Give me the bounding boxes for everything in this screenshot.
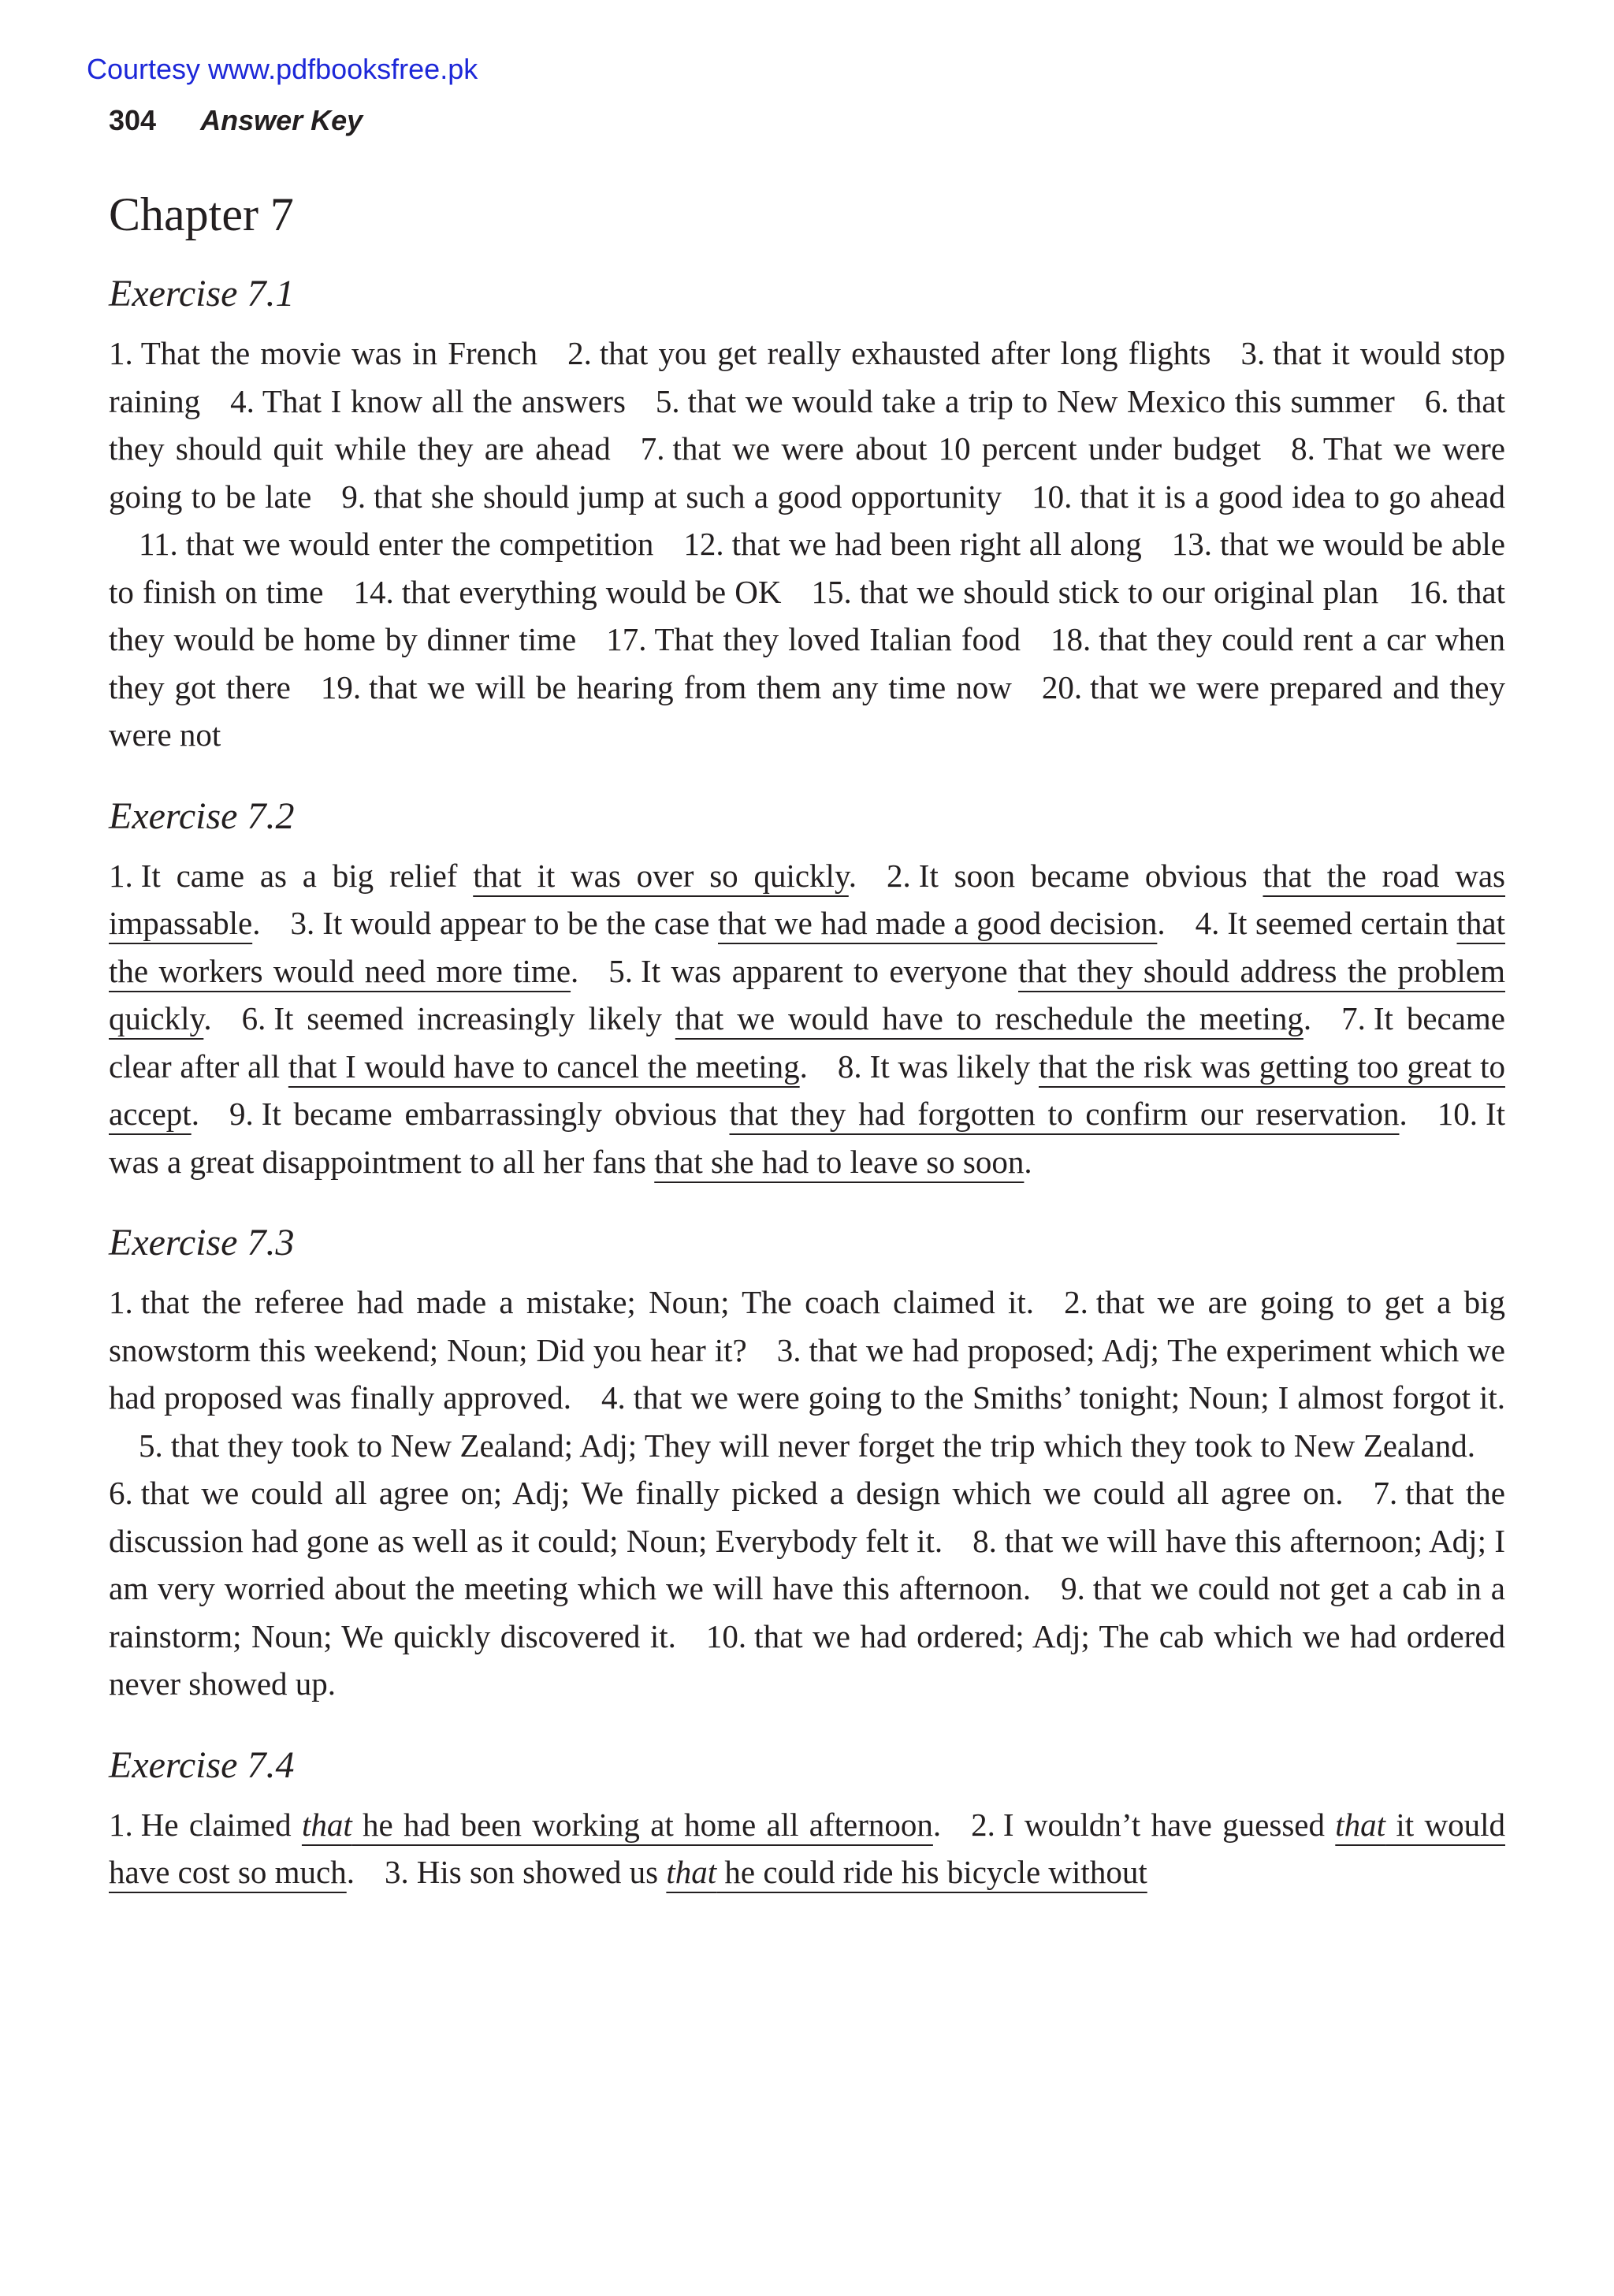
answer-text: It was apparent to everyone xyxy=(641,952,1019,989)
answer-item xyxy=(139,1427,1475,1464)
answer-text: that we had ordered; Adj; The cab which we had ordered never showed up. xyxy=(109,1617,1505,1702)
answer-item xyxy=(109,1807,941,1843)
answer-text: that we will be hearing from them any time now xyxy=(369,668,1012,705)
answer-number: 6. xyxy=(109,1475,133,1511)
answer-text: that they should quit while they are ahead xyxy=(109,382,1505,467)
answer-number: 8. xyxy=(837,1048,862,1085)
answer-number: 10. xyxy=(705,1617,747,1654)
answer-number: 5. xyxy=(655,382,680,419)
page-content xyxy=(109,183,1505,1926)
answer-text: That they loved Italian food xyxy=(654,621,1021,657)
answer-item xyxy=(290,905,1165,941)
answer-text: that we will have this afternoon; Adj; I am very worried about the meeting which we will have this afternoon. xyxy=(109,1522,1505,1606)
answer-clause-text: he had been working at home all afternoon xyxy=(351,1806,933,1843)
answer-text: It would appear to be the case xyxy=(322,905,718,941)
answer-clause: that we would have to reschedule the meeting xyxy=(675,1000,1303,1036)
answer-text: that we were prepared and they were not xyxy=(109,668,1505,753)
answer-item xyxy=(811,574,1378,610)
answer-clause: that she had to leave so soon xyxy=(654,1143,1025,1180)
answer-punct: . xyxy=(191,1096,199,1132)
answer-item xyxy=(683,526,1141,562)
answer-text: that everything would be OK xyxy=(401,573,782,610)
answer-text: that we could all agree on; Adj; We finally picked a design which we could all agree on. xyxy=(140,1475,1344,1511)
answer-text: It became embarrassingly obvious xyxy=(261,1096,730,1132)
exercise-title: Exercise 7.3 xyxy=(109,1222,295,1263)
answer-item xyxy=(1032,478,1505,515)
answer-punct: . xyxy=(932,1806,942,1843)
answer-number: 8. xyxy=(972,1522,997,1559)
answer-number: 2. xyxy=(567,335,592,371)
answer-text: that it would stop raining xyxy=(109,335,1505,419)
answer-number: 5. xyxy=(608,952,634,989)
answer-number: 20. xyxy=(1041,668,1083,705)
answer-item xyxy=(109,1284,1034,1320)
answer-text: that the discussion had gone as well as it could; Noun; Everybody felt it. xyxy=(109,1475,1505,1559)
answer-number: 13. xyxy=(1171,526,1213,562)
answer-text: that we would be able to finish on time xyxy=(109,526,1505,610)
answer-number: 3. xyxy=(1240,335,1266,371)
answer-number: 8. xyxy=(1291,430,1315,467)
exercise-title: Exercise 7.4 xyxy=(109,1743,295,1786)
section-title: Answer Key xyxy=(200,104,363,136)
answer-text: that we would enter the competition xyxy=(185,526,654,562)
answer-punct: . xyxy=(848,857,857,894)
answer-text: that we are going to get a big snowstorm this weekend; Noun; Did you hear it? xyxy=(109,1284,1506,1368)
answer-number: 18. xyxy=(1051,621,1091,657)
exercise-7-4 xyxy=(109,1738,1505,1896)
answer-text: That we were going to be late xyxy=(109,430,1505,515)
answer-text: I wouldn’t have guessed xyxy=(1002,1806,1336,1843)
answer-item xyxy=(139,526,653,562)
answer-text: It seemed increasingly likely xyxy=(273,1000,675,1036)
answer-item xyxy=(341,478,1002,515)
answer-clause: that they should address the problem quickly xyxy=(109,952,1505,1036)
answer-number: 11. xyxy=(139,526,178,562)
answer-number: 2. xyxy=(887,857,911,894)
answer-clause-text: it would have cost so much xyxy=(109,1806,1505,1890)
answer-text: that we had proposed; Adj; The experiment which we had proposed was finally approved. xyxy=(109,1331,1505,1416)
answer-number: 10. xyxy=(1032,478,1073,515)
answer-text: It seemed certain xyxy=(1227,905,1457,941)
answer-text: that we were about 10 percent under budget xyxy=(672,430,1262,467)
answer-item xyxy=(242,1000,1312,1036)
answer-number: 12. xyxy=(683,526,724,562)
answer-text: That I know all the answers xyxy=(262,382,626,419)
exercise-7-1 xyxy=(109,266,1505,759)
courtesy-link[interactable]: Courtesy www.pdfbooksfree.pk xyxy=(87,53,478,85)
answer-text: It came as a big relief xyxy=(140,857,474,894)
answer-list xyxy=(109,852,1505,1186)
answer-number: 2. xyxy=(971,1806,995,1843)
exercise-title: Exercise 7.1 xyxy=(109,273,295,314)
answer-item xyxy=(109,858,857,894)
page-number: 304 xyxy=(109,104,157,136)
answer-text: He claimed xyxy=(140,1806,302,1843)
exercise-title: Exercise 7.2 xyxy=(109,794,295,837)
answer-punct: . xyxy=(1303,1000,1312,1036)
answer-item xyxy=(656,383,1395,419)
answer-number: 7. xyxy=(1341,1000,1366,1036)
answer-number: 3. xyxy=(384,1854,409,1890)
answer-text: that it is a good idea to go ahead xyxy=(1080,478,1506,515)
answer-number: 4. xyxy=(601,1379,626,1416)
answer-clause-text: he could ride his bicycle without xyxy=(716,1854,1147,1890)
answer-number: 19. xyxy=(320,668,362,705)
answer-that: that xyxy=(301,1806,352,1843)
answer-text: that she should jump at such a good opportunity xyxy=(374,478,1002,515)
answer-number: 9. xyxy=(229,1096,254,1132)
answer-clause: that the risk was getting too great to accept xyxy=(109,1048,1505,1132)
answer-item xyxy=(109,1475,1343,1511)
answer-item xyxy=(229,1096,1408,1132)
answer-item xyxy=(641,430,1261,467)
answer-number: 17. xyxy=(606,621,647,657)
answer-text: that we could not get a cab in a rainstorm; Noun; We quickly discovered it. xyxy=(109,1570,1505,1654)
exercise-7-2 xyxy=(109,789,1505,1186)
answer-clause xyxy=(666,1854,1147,1890)
answer-punct: . xyxy=(1399,1096,1408,1132)
answer-clause: that I would have to cancel the meeting xyxy=(288,1048,800,1085)
answer-that: that xyxy=(1335,1806,1386,1843)
answer-number: 1. xyxy=(109,1284,133,1320)
answer-text: that they would be home by dinner time xyxy=(109,573,1505,657)
answer-text: that the referee had made a mistake; Noun; The coach claimed it. xyxy=(140,1284,1035,1320)
answer-that: that xyxy=(666,1854,717,1890)
answer-number: 3. xyxy=(290,905,315,941)
answer-number: 6. xyxy=(241,1000,266,1036)
answer-number: 7. xyxy=(640,430,665,467)
answer-text: It became clear after all xyxy=(109,1000,1506,1085)
answer-number: 2. xyxy=(1064,1284,1088,1320)
answer-item xyxy=(230,383,626,419)
answer-item xyxy=(385,1854,1147,1890)
answer-punct: . xyxy=(203,1000,212,1036)
answer-text: It was a great disappointment to all her fans xyxy=(109,1096,1506,1180)
answer-number: 6. xyxy=(1424,382,1449,419)
chapter-title: Chapter 7 xyxy=(109,188,294,240)
answer-number: 9. xyxy=(1061,1570,1085,1606)
answer-clause: that the road was impassable xyxy=(109,857,1506,941)
answer-item xyxy=(567,335,1210,371)
answer-punct: . xyxy=(571,952,579,989)
answer-text: that we had been right all along xyxy=(731,526,1142,562)
answer-number: 14. xyxy=(353,573,394,610)
answer-number: 9. xyxy=(341,478,366,515)
answer-text: His son showed us xyxy=(416,1854,667,1890)
answer-text: That the movie was in French xyxy=(140,335,538,371)
answer-number: 10. xyxy=(1437,1096,1478,1132)
answer-punct: . xyxy=(1024,1143,1032,1180)
answer-text: that we should stick to our original plan xyxy=(859,573,1379,610)
answer-clause: that the workers would need more time xyxy=(109,905,1505,989)
answer-text: It soon became obvious xyxy=(918,857,1263,894)
answer-number: 4. xyxy=(230,382,255,419)
answer-clause: that it was over so quickly xyxy=(473,857,849,894)
running-head xyxy=(109,102,363,139)
exercise-7-3 xyxy=(109,1215,1505,1708)
answer-clause xyxy=(302,1807,933,1843)
answer-clause: that we had made a good decision xyxy=(718,905,1158,941)
answer-punct: . xyxy=(252,905,261,941)
answer-list xyxy=(109,329,1505,759)
answer-number: 3. xyxy=(776,1331,801,1368)
answer-list xyxy=(109,1801,1505,1896)
answer-text: that you get really exhausted after long flights xyxy=(599,335,1211,371)
answer-number: 7. xyxy=(1373,1475,1398,1511)
answer-number: 16. xyxy=(1408,573,1449,610)
answer-item xyxy=(606,621,1021,657)
answer-text: that we were going to the Smiths’ tonight; Noun; I almost forgot it. xyxy=(633,1379,1505,1416)
answer-punct: . xyxy=(346,1854,355,1890)
answer-text: It was likely xyxy=(869,1048,1039,1085)
answer-item xyxy=(321,669,1012,705)
answer-text: that they could rent a car when they got there xyxy=(109,621,1505,705)
answer-item xyxy=(354,574,782,610)
answer-item xyxy=(601,1379,1505,1416)
answer-list xyxy=(109,1278,1505,1708)
answer-text: that we would take a trip to New Mexico this summer xyxy=(687,382,1395,419)
answer-number: 1. xyxy=(109,857,133,894)
answer-punct: . xyxy=(1157,905,1166,941)
answer-item xyxy=(109,335,537,371)
answer-number: 15. xyxy=(811,573,852,610)
answer-number: 1. xyxy=(109,335,133,371)
answer-punct: . xyxy=(799,1048,808,1085)
answer-text: that they took to New Zealand; Adj; They will never forget the trip which they took to New Zealand. xyxy=(170,1427,1475,1464)
answer-number: 1. xyxy=(109,1806,133,1843)
answer-number: 5. xyxy=(139,1427,163,1464)
answer-clause: that they had forgotten to confirm our reservation xyxy=(729,1096,1400,1132)
answer-number: 4. xyxy=(1195,905,1220,941)
